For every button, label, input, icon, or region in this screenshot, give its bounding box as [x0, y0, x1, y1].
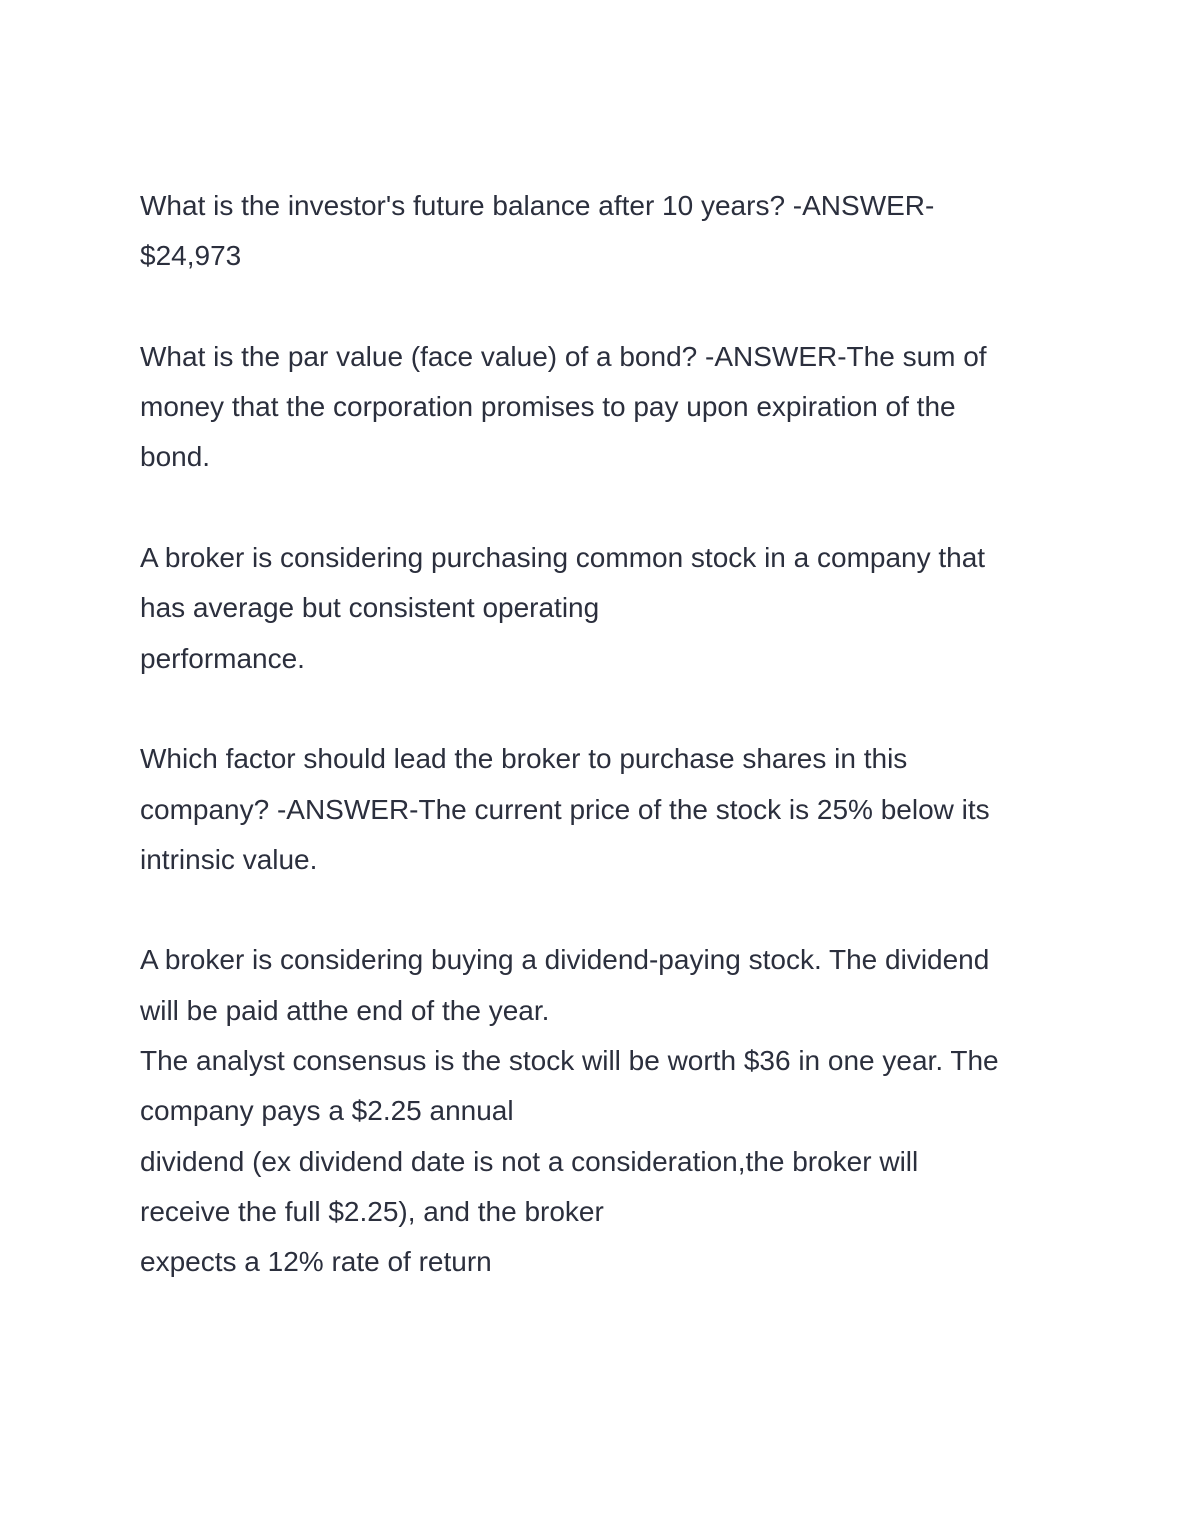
document-body — [140, 181, 1050, 1288]
text-line: receive the full $2.25), and the broker — [140, 1195, 604, 1227]
text-line: Which factor should lead the broker to purchase shares in this — [140, 743, 908, 775]
qa-block-purchase-factor — [140, 734, 1050, 885]
text-line: money that the corporation promises to pay upon expiration of the — [140, 391, 956, 423]
paragraph-gap — [140, 483, 1050, 533]
text-line: will be paid atthe end of the year. — [140, 994, 550, 1026]
text-line: A broker is considering buying a dividend-paying stock. The dividend — [140, 944, 990, 976]
qa-block-par-value — [140, 332, 1050, 483]
text-line: dividend (ex dividend date is not a consideration,the broker will — [140, 1145, 919, 1177]
paragraph-gap — [140, 885, 1050, 935]
text-line: A broker is considering purchasing common stock in a company that — [140, 542, 986, 574]
text-line: intrinsic value. — [140, 843, 318, 875]
text-line: company? -ANSWER-The current price of the stock is 25% below its — [140, 793, 990, 825]
text-line: has average but consistent operating — [140, 592, 600, 624]
paragraph-gap — [140, 282, 1050, 332]
text-line: expects a 12% rate of return — [140, 1246, 492, 1278]
text-line: performance. — [140, 642, 305, 674]
paragraph-gap — [140, 684, 1050, 734]
text-line: company pays a $2.25 annual — [140, 1095, 514, 1127]
question-block-common-stock — [140, 533, 1050, 684]
text-line: What is the investor's future balance after 10 years? -ANSWER- — [140, 190, 935, 221]
text-line: What is the par value (face value) of a bond? -ANSWER-The sum of — [140, 340, 987, 372]
question-block-dividend-stock — [140, 935, 1050, 1287]
text-line: bond. — [140, 441, 211, 473]
text-line: The analyst consensus is the stock will be worth $36 in one year. The — [140, 1045, 999, 1077]
text-line: $24,973 — [140, 240, 242, 272]
qa-block-future-balance — [140, 181, 1050, 282]
